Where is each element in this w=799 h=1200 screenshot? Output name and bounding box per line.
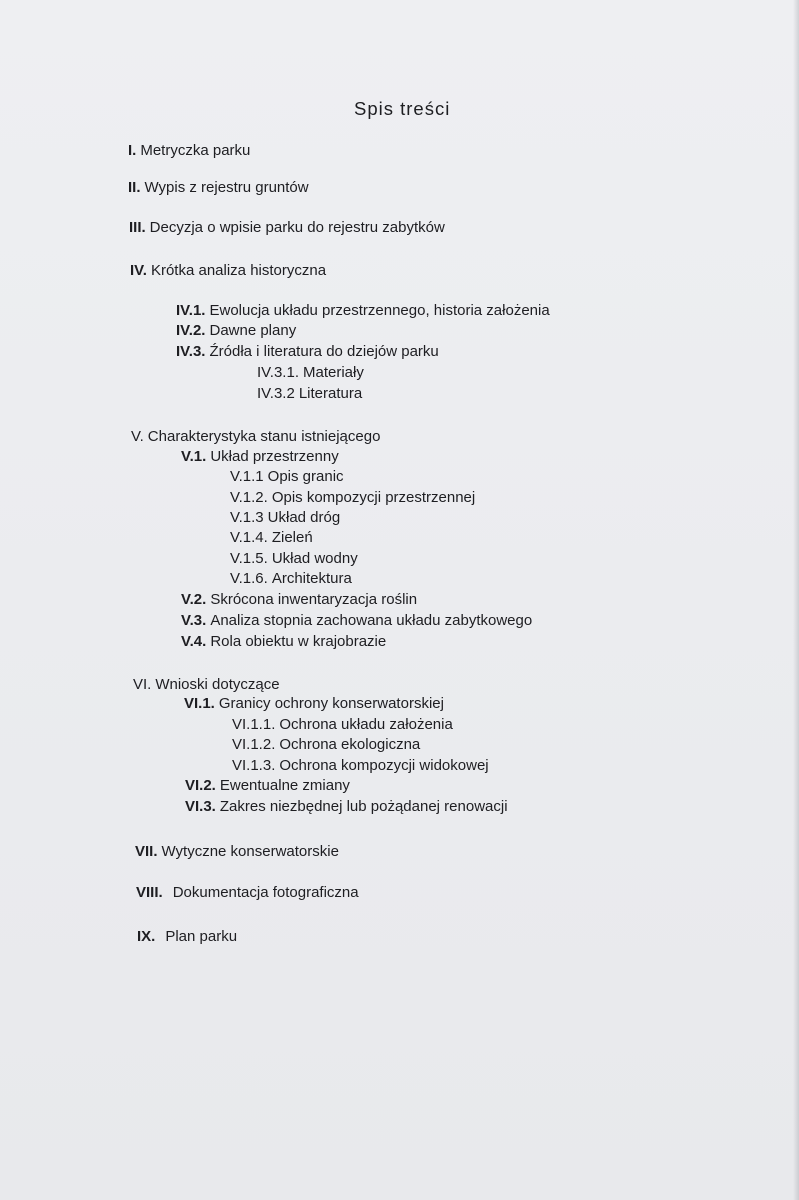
toc-entry-text: Dokumentacja fotograficzna bbox=[172, 884, 359, 901]
toc-entry-number: IV.3.2 bbox=[257, 385, 295, 402]
toc-entry-number: VII. bbox=[135, 843, 158, 860]
toc-entry bbox=[232, 757, 489, 775]
toc-entry bbox=[136, 884, 359, 902]
toc-entry bbox=[176, 322, 296, 340]
toc-entry-text: Granicy ochrony konserwatorskiej bbox=[218, 695, 444, 712]
toc-entry-number: IV. bbox=[130, 262, 147, 279]
toc-entry-text: Ewolucja układu przestrzennego, historia założenia bbox=[209, 302, 550, 319]
toc-entry-number: VI.2. bbox=[185, 777, 216, 794]
toc-entry bbox=[230, 550, 358, 568]
toc-entry bbox=[232, 716, 453, 734]
toc-entry-number: V.2. bbox=[181, 591, 207, 608]
toc-entry-number: V.1.2. bbox=[230, 489, 268, 506]
toc-entry-text: Zakres niezbędnej lub pożądanej renowacji bbox=[219, 798, 508, 815]
toc-entry-text: Ochrona kompozycji widokowej bbox=[279, 757, 489, 774]
toc-entry-number: V.1. bbox=[181, 448, 207, 465]
toc-entry-number: V.1.5. bbox=[230, 550, 268, 567]
toc-entry-text: Układ przestrzenny bbox=[210, 448, 339, 465]
toc-entry-number: IV.1. bbox=[176, 302, 206, 319]
toc-entry-number: VIII. bbox=[136, 884, 163, 901]
toc-entry bbox=[185, 798, 508, 816]
toc-entry bbox=[230, 570, 352, 588]
toc-entry-number: VI. bbox=[133, 676, 152, 693]
page-title: Spis treści bbox=[354, 98, 451, 119]
toc-entry-text: Opis granic bbox=[267, 468, 344, 485]
toc-entry bbox=[133, 676, 280, 694]
toc-entry bbox=[185, 777, 350, 795]
toc-entry-text: Architektura bbox=[271, 570, 352, 587]
toc-entry-text: Dawne plany bbox=[209, 322, 297, 339]
toc-entry-text: Ochrona ekologiczna bbox=[279, 736, 421, 753]
toc-entry-number: V.1.4. bbox=[230, 529, 268, 546]
toc-entry bbox=[232, 736, 420, 754]
toc-entry-number: V.1.1 bbox=[230, 468, 264, 485]
toc-entry-text: Zieleń bbox=[271, 529, 313, 546]
toc-entry bbox=[181, 633, 386, 651]
toc-entry bbox=[257, 385, 362, 403]
toc-entry bbox=[257, 364, 364, 382]
toc-entry bbox=[181, 591, 417, 609]
toc-entry-text: Literatura bbox=[298, 385, 363, 402]
toc-entry-number: II. bbox=[128, 179, 141, 196]
toc-entry-number: V.3. bbox=[181, 612, 207, 629]
toc-entry bbox=[176, 302, 550, 320]
toc-entry-text: Wytyczne konserwatorskie bbox=[161, 843, 339, 860]
toc-entry-text: Źródła i literatura do dziejów parku bbox=[209, 343, 439, 360]
toc-entry-text: Układ dróg bbox=[267, 509, 341, 526]
toc-entry-text: Charakterystyka stanu istniejącego bbox=[147, 428, 381, 445]
page-edge-shadow bbox=[793, 0, 799, 1200]
toc-entry bbox=[128, 142, 250, 160]
toc-entry-number: V.1.6. bbox=[230, 570, 268, 587]
toc-entry bbox=[130, 262, 326, 280]
toc-entry-number: VI.1.1. bbox=[232, 716, 276, 733]
toc-entry bbox=[131, 428, 380, 446]
toc-entry-text: Opis kompozycji przestrzennej bbox=[271, 489, 476, 506]
toc-entry-text: Rola obiektu w krajobrazie bbox=[210, 633, 387, 650]
toc-entry-number: IV.2. bbox=[176, 322, 206, 339]
toc-entry-number: VI.1.3. bbox=[232, 757, 276, 774]
toc-entry-number: V.4. bbox=[181, 633, 207, 650]
toc-entry-number: IV.3.1. bbox=[257, 364, 299, 381]
toc-entry bbox=[181, 448, 339, 466]
toc-entry-number: VI.1.2. bbox=[232, 736, 276, 753]
toc-entry-number: V. bbox=[131, 428, 144, 445]
toc-entry-number: VI.1. bbox=[184, 695, 215, 712]
toc-entry bbox=[135, 843, 339, 861]
toc-entry-text: Wnioski dotyczące bbox=[155, 676, 280, 693]
toc-entry bbox=[128, 179, 309, 197]
toc-entry-text: Ewentualne zmiany bbox=[219, 777, 350, 794]
toc-entry-number: VI.3. bbox=[185, 798, 216, 815]
toc-entry-text: Krótka analiza historyczna bbox=[150, 262, 327, 279]
toc-entry bbox=[181, 612, 532, 630]
toc-entry-number: III. bbox=[129, 219, 146, 236]
toc-entry-text: Ochrona układu założenia bbox=[279, 716, 453, 733]
toc-entry-text: Materiały bbox=[302, 364, 364, 381]
toc-entry-text: Analiza stopnia zachowana układu zabytkowego bbox=[210, 612, 533, 629]
toc-entry-text: Układ wodny bbox=[271, 550, 358, 567]
toc-entry-number: I. bbox=[128, 142, 137, 159]
toc-entry bbox=[230, 529, 313, 547]
toc-entry-text: Skrócona inwentaryzacja roślin bbox=[210, 591, 418, 608]
toc-entry-text: Decyzja o wpisie parku do rejestru zabytków bbox=[149, 219, 445, 236]
toc-entry bbox=[230, 489, 475, 507]
toc-entry-text: Metryczka parku bbox=[140, 142, 251, 159]
toc-entry bbox=[176, 343, 439, 361]
toc-entry bbox=[137, 928, 237, 946]
toc-entry bbox=[184, 695, 444, 713]
toc-entry-number: IX. bbox=[137, 928, 156, 945]
toc-entry-number: IV.3. bbox=[176, 343, 206, 360]
toc-entry-number: V.1.3 bbox=[230, 509, 264, 526]
toc-entry-text: Plan parku bbox=[165, 928, 238, 945]
toc-entry-text: Wypis z rejestru gruntów bbox=[144, 179, 309, 196]
toc-entry bbox=[129, 219, 445, 237]
toc-entry bbox=[230, 509, 340, 527]
toc-entry bbox=[230, 468, 344, 486]
